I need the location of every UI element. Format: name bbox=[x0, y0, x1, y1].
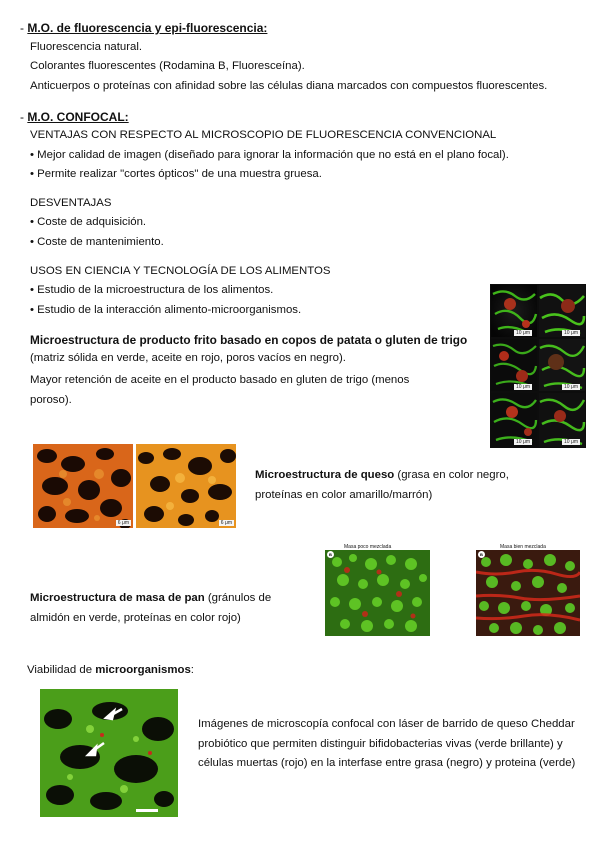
queso-image-2 bbox=[136, 444, 236, 528]
pan-caption-1: Masa poco mezclada bbox=[344, 544, 392, 550]
fluor-line-2: Colorantes fluorescentes (Rodamina B, Fluoresceína). bbox=[30, 60, 305, 72]
pan-image-2-art bbox=[476, 550, 580, 636]
frito-title: Microestructura de producto frito basado en copos de patata o gluten de trigo bbox=[30, 333, 468, 347]
pan-badge-1: B bbox=[327, 551, 334, 558]
desventaja-1: • Coste de adquisición. bbox=[30, 216, 147, 228]
fluor-heading-prefix: - bbox=[20, 21, 28, 35]
fluor-line-3: Anticuerpos o proteínas con afinidad sobre las células diana marcados con compuestos fluorescentes. bbox=[30, 80, 548, 92]
fluor-heading bbox=[20, 21, 267, 35]
frito-line-1: (matriz sólida en verde, aceite en rojo, poros vacíos en negro). bbox=[30, 352, 346, 364]
uso-1: • Estudio de la microestructura de los alimentos. bbox=[30, 284, 274, 296]
micro-label bbox=[27, 664, 194, 676]
pan-image-1-art bbox=[325, 550, 430, 636]
micro-label-bold: microorganismos bbox=[95, 664, 191, 676]
queso-scale-2: 6 μm bbox=[220, 520, 232, 526]
usos-title: USOS EN CIENCIA Y TECNOLOGÍA DE LOS ALIMENTOS bbox=[30, 265, 331, 277]
queso-image-1 bbox=[33, 444, 133, 528]
frito-scale-4: 10 μm bbox=[564, 384, 578, 390]
frito-scale-3: 10 μm bbox=[516, 384, 530, 390]
confocal-heading-text: M.O. CONFOCAL: bbox=[27, 110, 129, 124]
frito-scale-2: 10 μm bbox=[564, 330, 578, 336]
pan-title: Microestructura de masa de pan bbox=[30, 592, 205, 604]
pan-image-2 bbox=[476, 550, 580, 636]
confocal-heading-prefix: - bbox=[20, 110, 28, 124]
queso-image-1-art bbox=[33, 444, 133, 528]
micro-image-art bbox=[40, 689, 178, 817]
desventajas-title: DESVENTAJAS bbox=[30, 197, 112, 209]
ventajas-title: VENTAJAS CON RESPECTO AL MICROSCOPIO DE FLUORESCENCIA CONVENCIONAL bbox=[30, 129, 497, 141]
queso-image-2-art bbox=[136, 444, 236, 528]
queso-title: Microestructura de queso bbox=[255, 469, 395, 481]
queso-caption bbox=[255, 466, 555, 505]
frito-image-grid bbox=[490, 284, 586, 448]
queso-scale-1: 6 μm bbox=[117, 520, 129, 526]
ventaja-2: • Permite realizar "cortes ópticos" de una muestra gruesa. bbox=[30, 168, 322, 180]
desventaja-2: • Coste de mantenimiento. bbox=[30, 236, 164, 248]
pan-caption-2: Masa bien mezclada bbox=[500, 544, 546, 550]
ventaja-1: • Mejor calidad de imagen (diseñado para ignorar la información que no está en el plano focal). bbox=[30, 149, 509, 161]
pan-badge-2: B bbox=[478, 551, 485, 558]
frito-line-2: Mayor retención de aceite en el producto basado en gluten de trigo (menos poroso). bbox=[30, 374, 410, 406]
frito-scale-1: 10 μm bbox=[516, 330, 530, 336]
micro-label-prefix: Viabilidad de bbox=[27, 664, 96, 676]
queso-desc: (grasa en color negro, proteínas en color amarillo/marrón) bbox=[255, 469, 509, 501]
micro-desc: Imágenes de microscopía confocal con láser de barrido de queso Cheddar probiótico que permiten distinguir bifidobacterias vivas (verde brillante) y células muertas (rojo) en la interfase entre grasa (negro) y proteina (verde) bbox=[198, 718, 576, 769]
pan-caption bbox=[30, 589, 295, 628]
frito-scale-5: 10 μm bbox=[516, 439, 530, 445]
pan-image-1 bbox=[325, 550, 430, 636]
frito-grid-art bbox=[490, 284, 586, 448]
pan-desc: (gránulos de almidón en verde, proteínas en color rojo) bbox=[30, 592, 272, 624]
fluor-line-1: Fluorescencia natural. bbox=[30, 41, 143, 53]
uso-2: • Estudio de la interacción alimento-microorganismos. bbox=[30, 304, 302, 316]
confocal-heading bbox=[20, 110, 129, 124]
scale-bar bbox=[136, 809, 158, 812]
micro-label-suffix: : bbox=[190, 664, 194, 676]
micro-image bbox=[40, 689, 178, 817]
frito-scale-6: 10 μm bbox=[564, 439, 578, 445]
fluor-heading-text: M.O. de fluorescencia y epi-fluorescencia: bbox=[27, 21, 268, 35]
